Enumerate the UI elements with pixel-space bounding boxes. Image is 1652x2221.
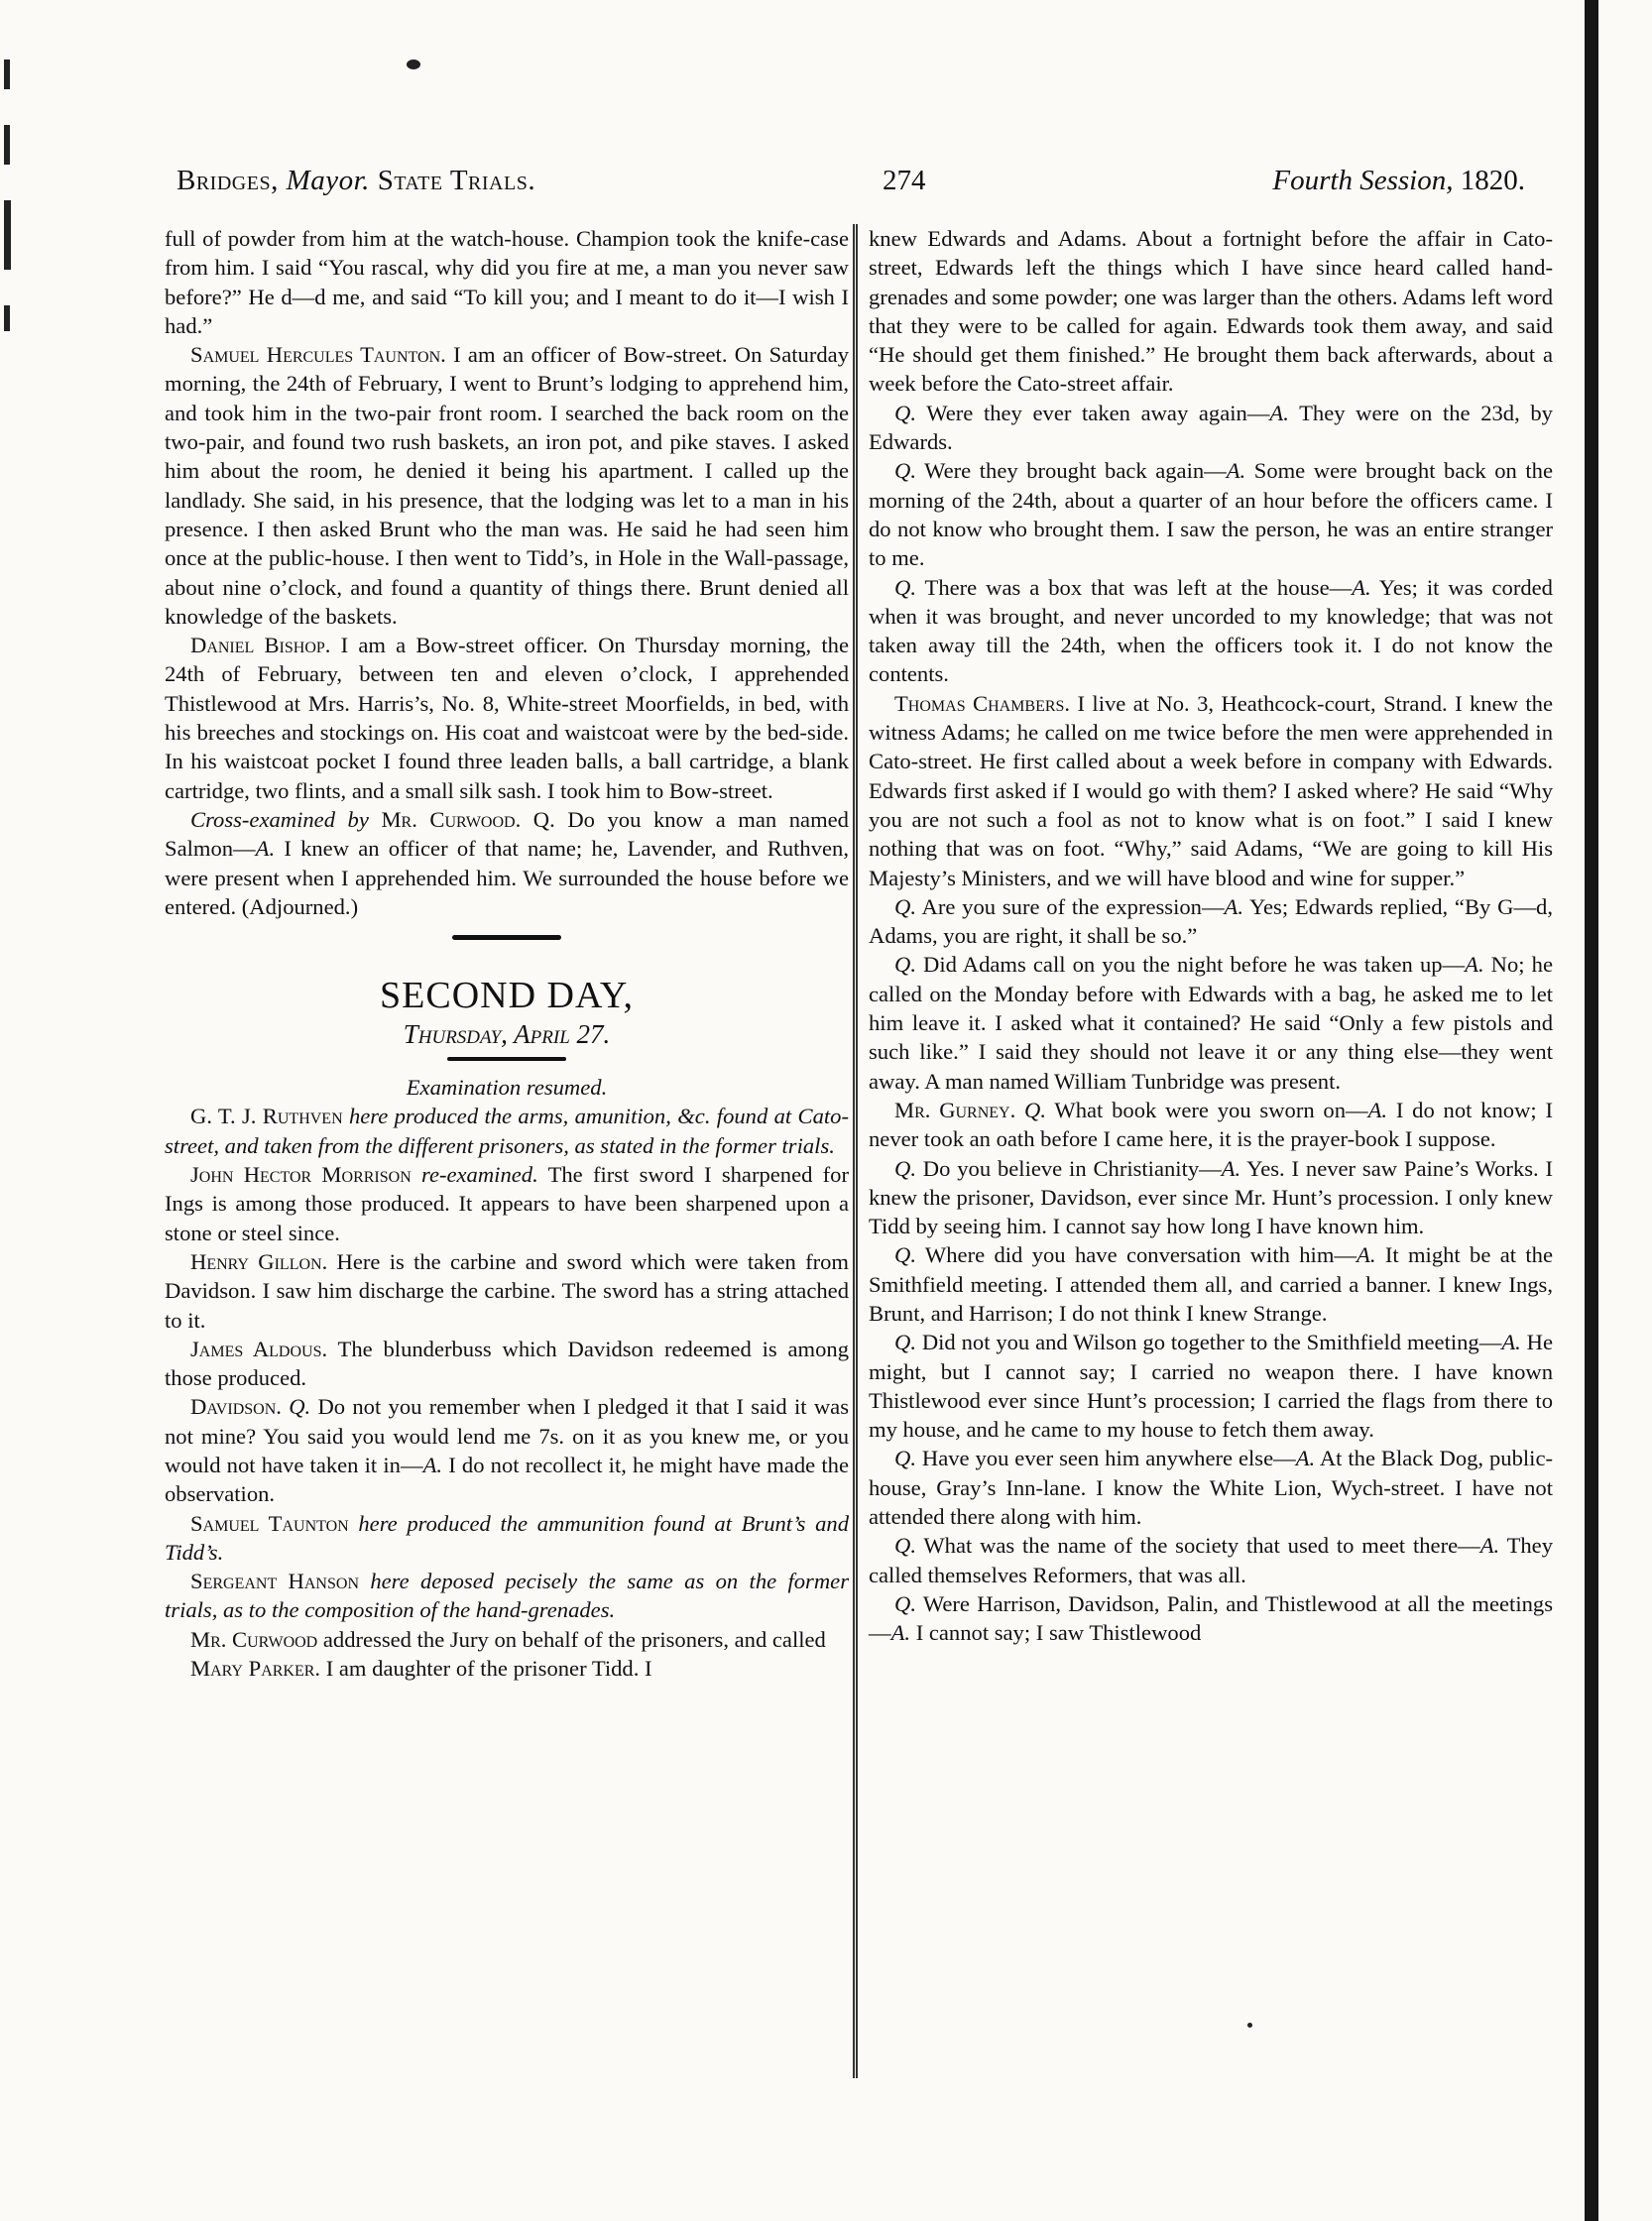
text-run: Do not you remember when I pledged it that I said it was not mine? You said you would lend me 7s. on it as you knew me, or you would not have taken it in— (165, 1394, 849, 1477)
text-run: I cannot say; I saw Thistlewood (910, 1620, 1202, 1646)
left-paragraphs-2 (165, 1102, 849, 1683)
text-run: A. (890, 1620, 911, 1646)
text-run: Samuel Hercules Taunton. (190, 342, 446, 368)
text-run: Did not you and Wilson go together to the Smithfield meeting— (915, 1330, 1502, 1355)
text-run: Q. (894, 1155, 916, 1181)
text-run: A. (1269, 400, 1289, 425)
paragraph (869, 1444, 1553, 1531)
text-run: I knew an officer of that name; he, Lavender, and Ruthven, were present when I apprehended him. We surrounded the house before we entered. (Adjourned.) (165, 836, 849, 919)
text-run: The blunderbuss which Davidson redeemed is among those produced. (165, 1336, 849, 1391)
text-run: What was the name of the society that used to meet there— (915, 1533, 1480, 1559)
paragraph (165, 1247, 849, 1335)
text-run: Here is the carbine and sword which were taken from Davidson. I saw him discharge the carbine. The sword has a string attached to it. (165, 1248, 849, 1333)
paragraph (165, 1567, 849, 1625)
right-column (869, 224, 1553, 1648)
text-run: They were on the 23d, by Edwards. (869, 400, 1553, 455)
text-run: Mr. Curwood (190, 1626, 318, 1652)
running-header (177, 165, 1525, 204)
text-run: Yes. I never saw Paine’s Works. I knew the prisoner, Davidson, ever since Mr. Hunt’s procession. I only knew Tidd by seeing him. I cannot say how long I have known him. (869, 1155, 1553, 1239)
text-run: Henry Gillon. (190, 1248, 328, 1274)
text-run: A. (1221, 1155, 1241, 1181)
text-run: A. (1226, 458, 1246, 484)
text-run: John Hector Morrison (190, 1162, 412, 1188)
text-run: Do you believe in Christianity— (915, 1155, 1222, 1181)
text-run: Mr. Curwood. (381, 806, 522, 832)
text-run: Q. (894, 574, 916, 600)
text-run: A. (1465, 952, 1484, 978)
text-run: It might be at the Smithfield meeting. I attended them all, and carried a banner. I knew Ings, Brunt, and Harrison; I do not think I knew Strange. (869, 1242, 1553, 1326)
paragraph (869, 224, 1553, 399)
text-run: here produced the arms, amunition, &c. found at Cato-street, and taken from the different prisoners, as stated in the former trials. (165, 1104, 849, 1158)
text-run: Q. (894, 1446, 916, 1471)
text-run: I do not recollect it, he might have made the observation. (165, 1452, 849, 1507)
paragraph (869, 573, 1553, 689)
text-run: Mr. Gurney. (894, 1097, 1016, 1122)
paragraph (869, 456, 1553, 572)
paragraph (165, 1654, 849, 1683)
text-run (369, 807, 382, 832)
text-run: Davidson. (190, 1394, 282, 1420)
text-run: A. (255, 836, 276, 862)
scan-speck (407, 59, 420, 69)
header-right (1272, 165, 1525, 197)
text-run: Q. (894, 893, 916, 919)
text-run: Q. (289, 1394, 311, 1420)
column-divider (853, 224, 858, 2078)
header-name: Bridges, (177, 165, 279, 196)
paragraph (165, 340, 849, 631)
paragraph (869, 1589, 1553, 1648)
text-run: A. (1295, 1446, 1316, 1471)
text-run: Were they brought back again— (915, 458, 1227, 484)
text-run: No; he called on the Monday before with Edwards with a bag, he asked me to let him leave it. I asked what it contained? He said “Only a few pistols and such like.” I said they should not leave it or any thing else—they went away. A man named William Tunbridge was present. (869, 952, 1553, 1094)
text-run: I am daughter of the prisoner Tidd. I (320, 1656, 652, 1682)
text-run: Q. (894, 400, 916, 425)
text-run: There was a box that was left at the house— (915, 574, 1353, 600)
paragraph (869, 892, 1553, 951)
text-run: He might, but I cannot say; I carried no weapon there. I have known Thistlewood ever since Hunt’s procession; I carried the flags from there to my house, and he came to my house to fetch them away. (869, 1330, 1553, 1443)
paragraph (869, 1240, 1553, 1328)
paragraph (165, 1625, 849, 1654)
paragraph (869, 1096, 1553, 1154)
text-run: Yes; it was corded when it was brought, and never uncorded to my knowledge; that was not taken away till the 24th, when the officers took it. I do not know the contents. (869, 574, 1553, 687)
text-run: James Aldous. (190, 1336, 328, 1361)
examination-note: Examination resumed. (406, 1075, 608, 1101)
left-paragraphs (165, 224, 849, 921)
text-run: re-examined. (411, 1162, 538, 1188)
paragraph (869, 950, 1553, 1095)
text-run: Are you sure of the expression— (915, 893, 1225, 919)
paragraph (165, 1509, 849, 1568)
text-run: G. T. J. Ruthven (190, 1104, 343, 1129)
text-run: Daniel Bishop. (190, 633, 331, 658)
paragraph (165, 1392, 849, 1508)
paragraph (165, 805, 849, 921)
ornament-rule (447, 1057, 566, 1061)
paragraph (869, 1531, 1553, 1589)
paragraph (165, 224, 849, 340)
text-run: A. (422, 1452, 443, 1477)
header-session: Fourth Session, (1272, 165, 1454, 196)
text-run: full of powder from him at the watch-house. Champion took the knife-case from him. I said “You rascal, why did you fire at me, a man you never saw before?” He d—d me, and said “To kill you; and I meant to do it—I wish I had.” (165, 226, 849, 338)
binding-marks (4, 59, 14, 367)
section-rule (452, 935, 561, 940)
page-edge-shadow (1585, 0, 1598, 2221)
paragraph (165, 631, 849, 805)
text-run: addressed the Jury on behalf of the prisoners, and called (317, 1626, 826, 1652)
text-run: Q. (894, 1330, 916, 1355)
text-run: I live at No. 3, Heathcock-court, Strand. I knew the witness Adams; he called on me twice before the men were apprehended in Cato-street. He first called about a week before in company with Edwards. Edwards first asked if I would go with them? I asked where? He said “Why you are not such a fool as not to know what is on foot.” I said I knew nothing that was on foot. “Why,” said Adams, “We are going to kill His Majesty’s Ministers, and we will have blood and wine for supper.” (869, 690, 1554, 890)
text-run: Were they ever taken away again— (915, 400, 1270, 425)
text-run: Sergeant Hanson (190, 1569, 359, 1594)
text-run: At the Black Dog, public-house, Gray’s Inn-lane. I know the White Lion, Wych-street. I have not attended there along with him. (869, 1446, 1553, 1530)
text-run: Q. (894, 1533, 916, 1559)
second-day-title: SECOND DAY, (380, 975, 634, 1017)
scan-speck (1247, 2023, 1252, 2028)
paragraph (869, 399, 1553, 457)
left-column (165, 224, 849, 1683)
paragraph (165, 1102, 849, 1160)
header-year: 1820. (1460, 165, 1525, 196)
text-run: Q. (894, 1242, 916, 1268)
text-run: The first sword I sharpened for Ings is among those produced. It appears to have been sharpened upon a stone or steel since. (165, 1162, 850, 1245)
text-run: They called themselves Reformers, that was all. (869, 1533, 1553, 1587)
text-run: Have you ever seen him anywhere else— (915, 1446, 1296, 1471)
text-run: Were Harrison, Davidson, Palin, and Thistlewood at all the meetings— (869, 1590, 1553, 1646)
text-run: Where did you have conversation with him— (915, 1242, 1357, 1268)
text-run: A. (1367, 1097, 1388, 1122)
text-run: Mary Parker. (190, 1656, 321, 1682)
page-number: 274 (883, 165, 926, 196)
text-run: Q. (894, 1590, 916, 1616)
text-run: I am a Bow-street officer. On Thursday morning, the 24th of February, between ten and eleven o’clock, I apprehended Thistlewood at Mrs. Harris’s, No. 8, White-street Moorfields, in bed, with his breeches and stockings on. His coat and waistcoat were by the bed-side. In his waistcoat pocket I found three leaden balls, a ball cartridge, a blank cartridge, two flints, and a small silk sash. I took him to Bow-street. (165, 633, 849, 803)
text-run: Q. (894, 458, 916, 484)
text-run: I do not know; I never took an oath before I came here, it is the prayer-book I suppose. (869, 1097, 1553, 1152)
header-left (177, 165, 535, 197)
text-run: Some were brought back on the morning of the 24th, about a quarter of an hour before the officers came. I do not know who brought them. I saw the person, he was an entire stranger to me. (869, 458, 1553, 571)
paragraph (869, 1328, 1553, 1444)
text-run: A. (1357, 1242, 1376, 1268)
text-run: A. (1501, 1330, 1521, 1355)
text-run: Cross-examined by (190, 806, 369, 832)
header-section: State Trials. (377, 165, 536, 196)
paragraph (869, 689, 1553, 892)
text-run: here deposed pecisely the same as on the former trials, as to the composition of the hand-grenades. (165, 1569, 849, 1623)
text-run: A. (1352, 574, 1371, 600)
text-run (1015, 1098, 1024, 1122)
text-run: Samuel Taunton (190, 1510, 349, 1536)
text-run: What book were you sworn on— (1046, 1097, 1368, 1122)
paragraph (165, 1335, 849, 1393)
text-run: knew Edwards and Adams. About a fortnight before the affair in Cato-street, Edwards left the things which I have since heard called hand-grenades and some powder; one was larger than the others. Adams left word that they were to be called for again. Edwards took them away, and said “He should get them finished.” He brought them back afterwards, about a week before the Cato-street affair. (869, 226, 1553, 397)
right-paragraphs (869, 224, 1553, 1648)
text-run: A. (1224, 893, 1243, 919)
text-run: A. (1479, 1533, 1500, 1559)
header-title: Mayor. (286, 165, 370, 196)
text-run: Q. Do you know a man named Salmon— (165, 806, 849, 862)
text-run: Thomas Chambers. (894, 690, 1071, 716)
text-run: I am an officer of Bow-street. On Saturday morning, the 24th of February, I went to Brunt’s lodging to apprehend him, and took him in the two-pair front room. I searched the back room on the two-pair, and found two rush baskets, an iron pot, and pike staves. I asked him about the room, he denied it being his apartment. I called up the landlady. She said, in his presence, that the lodging was let to a man in his presence. I then asked Brunt who the man was. He said he had seen him once at the public-house. I then went to Tidd’s, in Hole in the Wall-passage, about nine o’clock, and found a quantity of things there. Brunt denied all knowledge of the baskets. (165, 342, 849, 629)
paragraph (165, 1160, 849, 1247)
paragraph (869, 1154, 1553, 1241)
text-run: here produced the ammunition found at Brunt’s and Tidd’s. (165, 1510, 850, 1565)
text-run: Did Adams call on you the night before he was taken up— (915, 952, 1466, 978)
text-run: Q. (1024, 1097, 1047, 1122)
second-day-date: Thursday, April 27. (403, 1019, 611, 1050)
text-run: Q. (894, 952, 916, 978)
text-run: Yes; Edwards replied, “By G—d, Adams, you are right, it shall be so.” (869, 893, 1553, 949)
